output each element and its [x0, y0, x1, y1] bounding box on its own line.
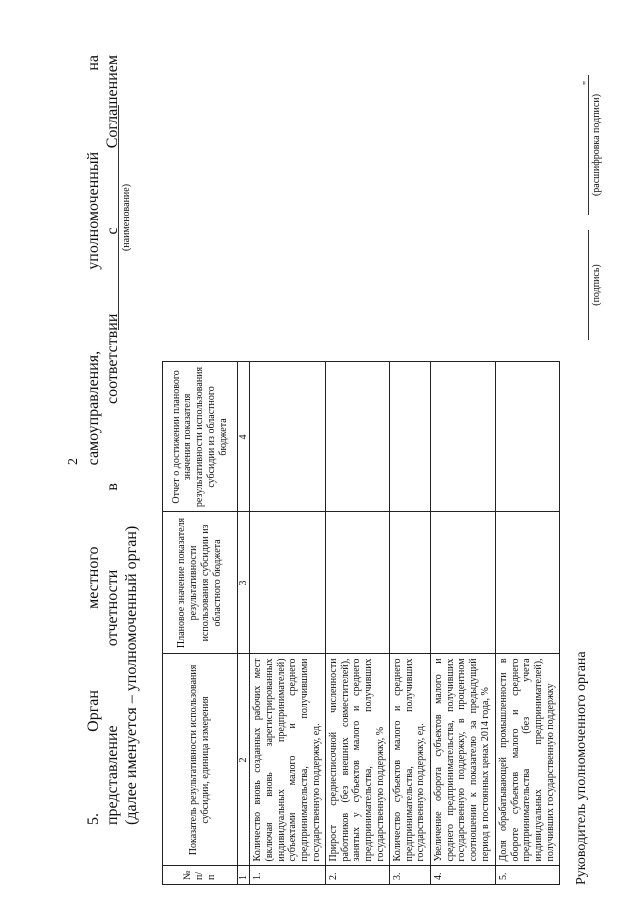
column-number: 1 [238, 866, 250, 885]
row-report-value [495, 362, 559, 512]
row-indicator: Количество вновь созданных рабочих мест (включая вновь зарегистрированных индивидуальных предпринимателей) субъектами малого и среднего предпринимательства, получившими государственную поддержку, ед. [250, 654, 326, 866]
decoding-caption: (расшифровка подписи) [591, 93, 602, 197]
row-plan-value [250, 512, 326, 654]
row-report-value [430, 362, 495, 512]
table-header-row [163, 362, 238, 885]
row-number: 1. [250, 866, 326, 885]
row-number: 4. [430, 866, 495, 885]
column-number: 4 [238, 362, 250, 512]
table-row [250, 362, 326, 885]
row-report-value [389, 362, 430, 512]
row-plan-value [325, 512, 389, 654]
signature-line [588, 230, 589, 340]
table-row [495, 362, 559, 885]
name-caption: (наименование) [121, 183, 132, 252]
row-plan-value [495, 512, 559, 654]
signature-caption: (подпись) [591, 264, 602, 306]
indicators-table [162, 361, 560, 885]
table-row [430, 362, 495, 885]
intro-line-3: (далее именуется – уполномоченный орган) [123, 525, 140, 825]
column-number: 2 [238, 654, 250, 866]
header-indicator: Показатель результативности использования субсидии, единица измерения [163, 654, 238, 866]
row-indicator: Прирост среднесписочной численности работников (без внешних совместителей), занятых у субъектов малого и среднего предпринимательства, получивших государственную поддержку, % [325, 654, 389, 866]
row-plan-value [389, 512, 430, 654]
row-indicator: Количество субъектов малого и среднего предпринимательства, получивших государственную поддержку, ед. [389, 654, 430, 866]
column-number-row [238, 362, 250, 885]
header-num: № п/п [163, 866, 238, 885]
head-of-authority-label: Руководитель уполномоченного органа [574, 651, 589, 885]
row-number: 2. [325, 866, 389, 885]
row-indicator: Увеличение оборота субъектов малого и среднего предпринимательства, получивших государственную поддержку, в процентном соотношении к показателю за предыдущий период в постоянных ценах 2014 года, % [430, 654, 495, 866]
row-indicator: Доля обрабатывающей промышленности в обороте субъектов малого и среднего предпринимательства (без учета индивидуальных предпринимателей), получивших государственную поддержку [495, 654, 559, 866]
row-report-value [325, 362, 389, 512]
name-underline [118, 105, 119, 330]
table-row [389, 362, 430, 885]
intro-line-2: представление отчетности в соответствии с Соглашением [104, 55, 121, 825]
row-plan-value [430, 512, 495, 654]
intro-line-1: 5. Орган местного самоуправления, уполномоченный на [85, 55, 102, 825]
header-report: Отчет о достижении планового значения показателя результативности использования субсидии из областного бюджета [163, 362, 238, 512]
row-number: 5. [495, 866, 559, 885]
column-number: 3 [238, 512, 250, 654]
intro-paragraph [84, 55, 141, 825]
table-row [325, 362, 389, 885]
decoding-line [588, 75, 589, 215]
page-number: 2 [66, 458, 81, 465]
quote-mark: " [582, 80, 593, 85]
row-report-value [250, 362, 326, 512]
header-plan: Плановое значение показателя результативности использования субсидии из областного бюджета [163, 512, 238, 654]
row-number: 3. [389, 866, 430, 885]
